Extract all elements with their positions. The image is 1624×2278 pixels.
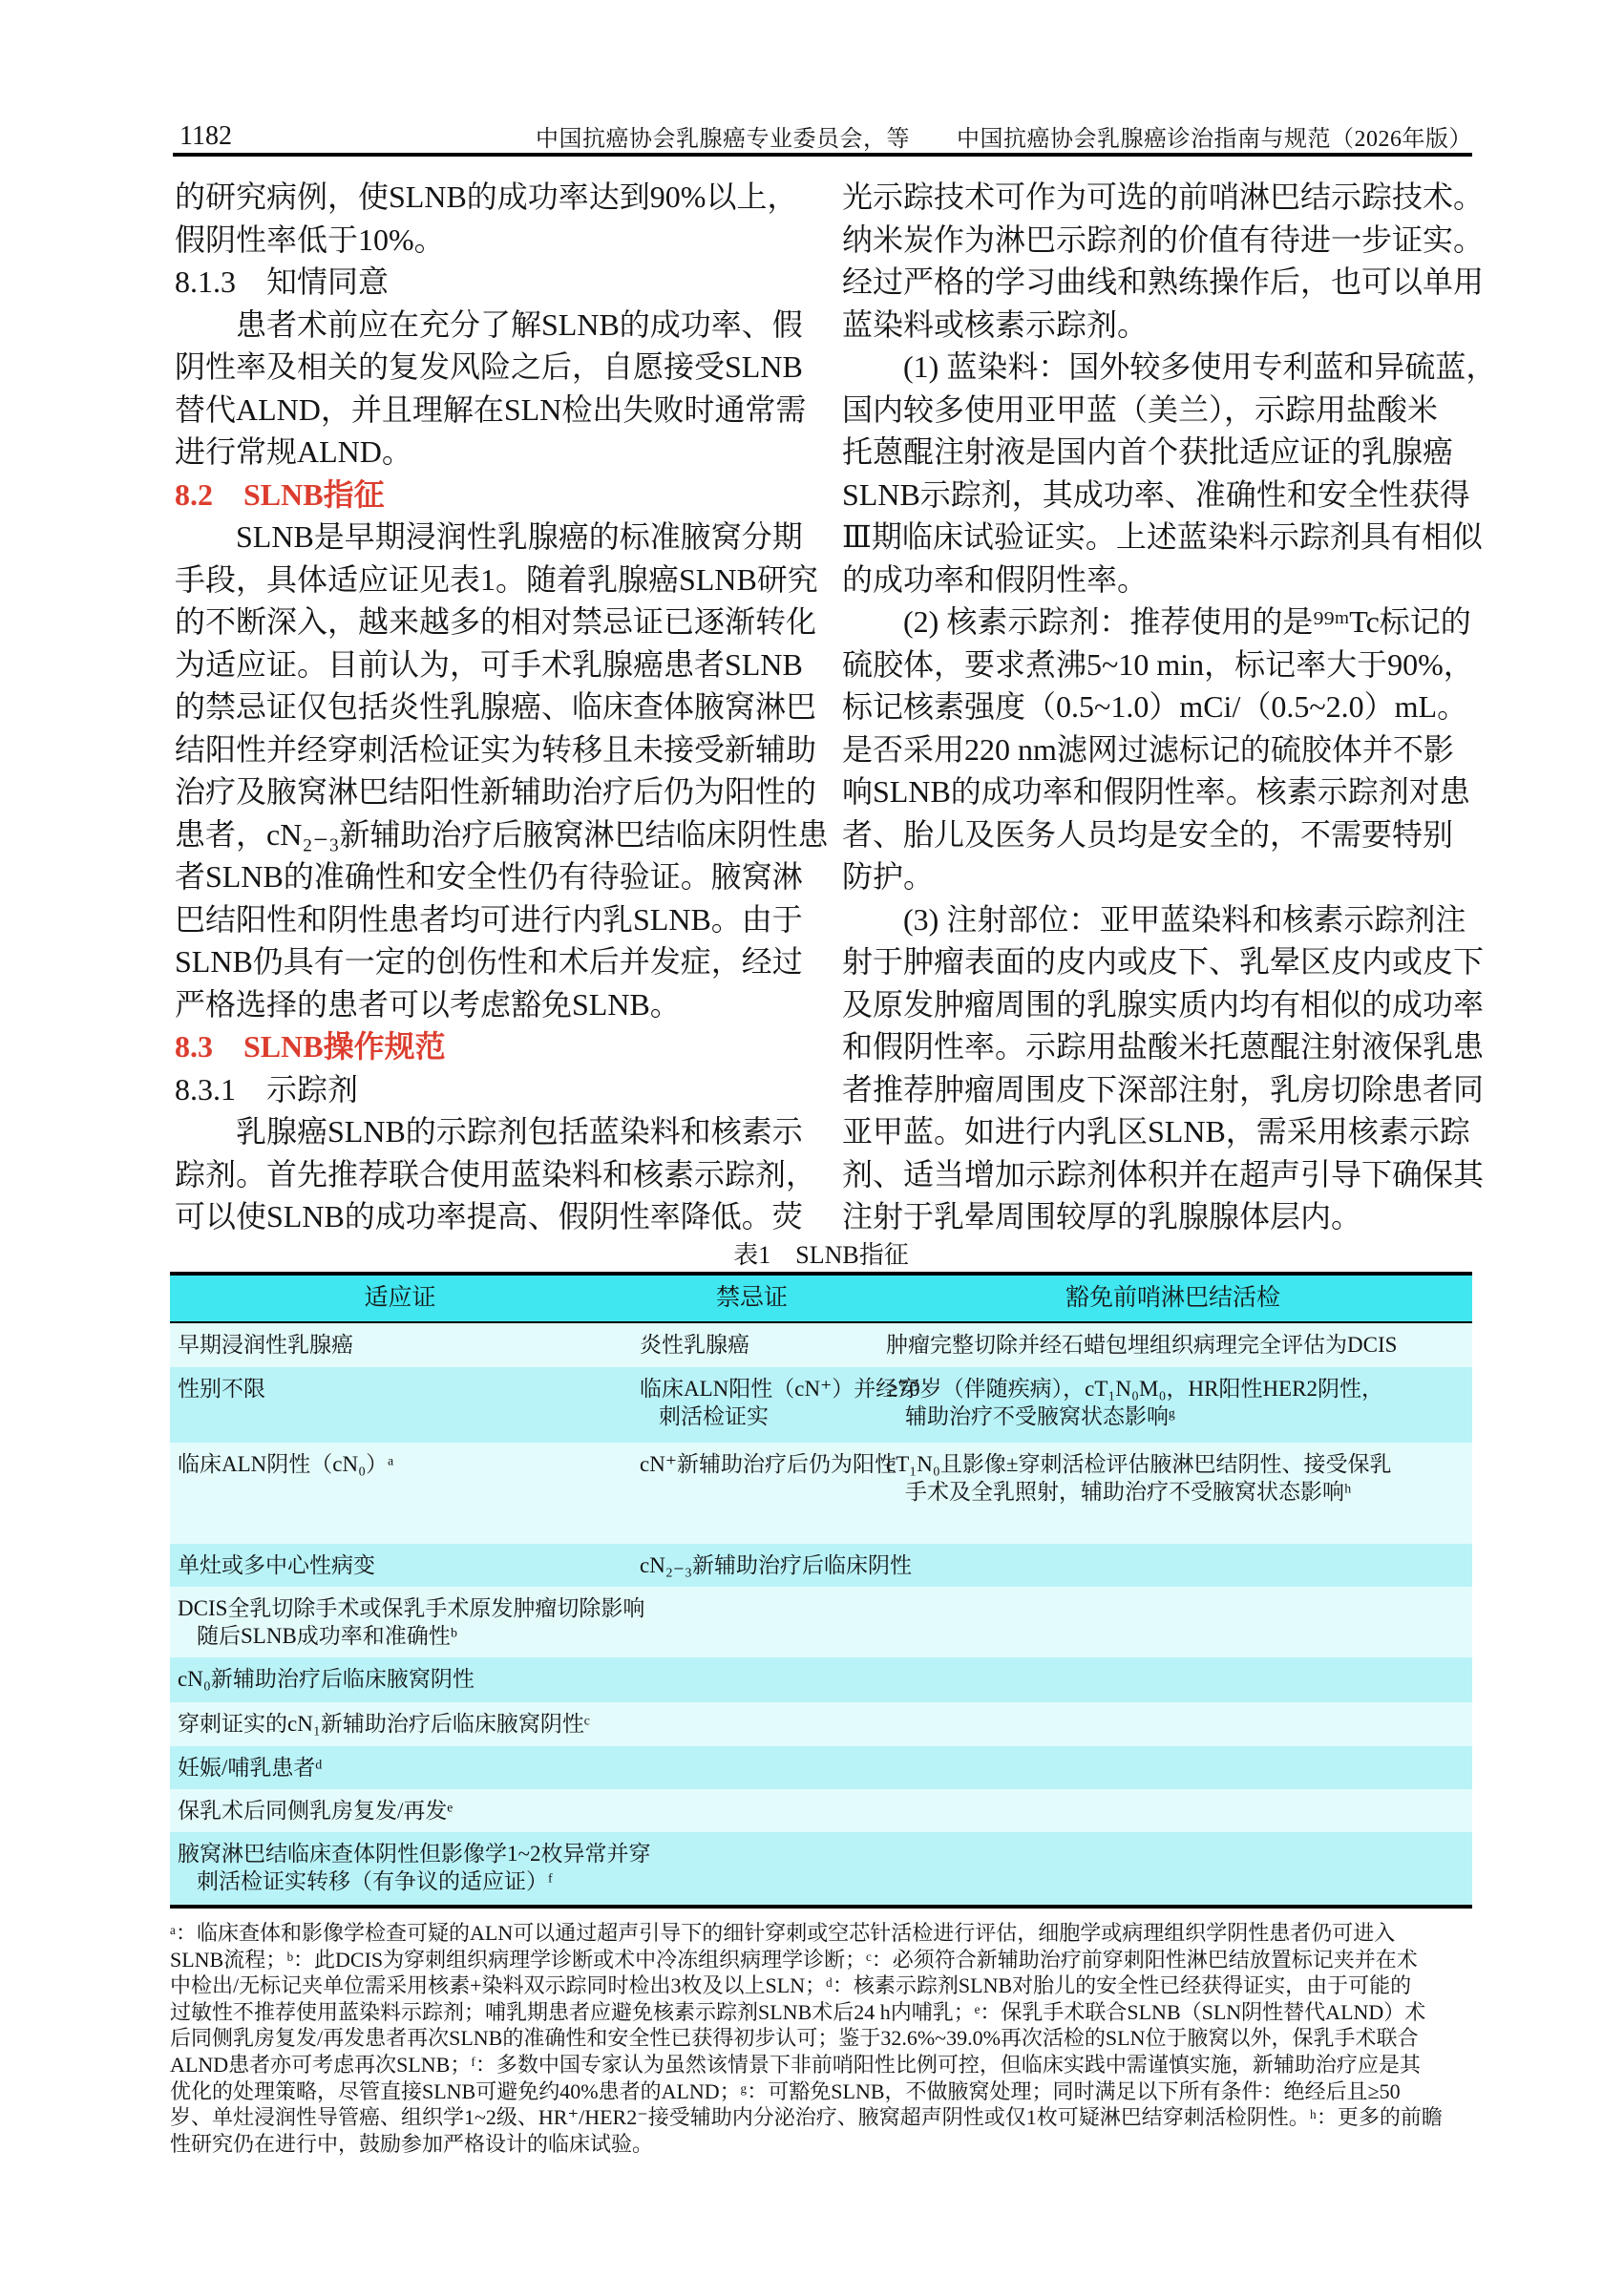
text-line: 防护。 (842, 859, 935, 894)
table-row (170, 1832, 1472, 1905)
text-line: 巴结阳性和阴性患者均可进行内乳SLNB。由于 (175, 901, 803, 937)
table-body (170, 1323, 1472, 1905)
text-line: 阴性率及相关的复发风险之后，自愿接受SLNB (175, 349, 803, 384)
text-line: 8.2 SLNB指征 (175, 476, 385, 512)
table-row (170, 1657, 1472, 1702)
text-line: 手段，具体适应证见表1。随着乳腺癌SLNB研究 (175, 561, 818, 597)
text-line: 的禁忌证仅包括炎性乳腺癌、临床查体腋窝淋巴 (175, 689, 817, 724)
table-row (170, 1746, 1472, 1789)
contraindication-cell (630, 1323, 874, 1367)
text-line: 优化的处理策略，尽管直接SLNB可避免约40%患者的ALND；ᵍ：可豁免SLNB，不做腋窝处理；同时满足以下所有条件：绝经后且≥50 (170, 2078, 1401, 2103)
text-line: 的成功率和假阴性率。 (842, 561, 1149, 597)
text-line: 8.3.1 示踪剂 (175, 1071, 359, 1107)
cell-line: 炎性乳腺癌 (640, 1333, 749, 1357)
text-line: 严格选择的患者可以考虑豁免SLNB。 (175, 986, 681, 1022)
exemption-cell (874, 1587, 1472, 1657)
running-head: 中国抗癌协会乳腺癌专业委员会，等 中国抗癌协会乳腺癌诊治指南与规范（2026年版） (536, 127, 1472, 152)
exemption-cell (874, 1657, 1472, 1702)
cell-line: 刺活检证实转移（有争议的适应证）ᶠ (197, 1869, 553, 1893)
cell-line: 保乳术后同侧乳房复发/再发ᵉ (178, 1799, 453, 1823)
table-row (170, 1702, 1472, 1746)
table-title: 表1 SLNB指征 (733, 1241, 909, 1269)
text-line: 乳腺癌SLNB的示踪剂包括蓝染料和核素示 (236, 1114, 803, 1149)
table-row (170, 1587, 1472, 1657)
contraindication-cell (630, 1832, 874, 1905)
cell-line: 单灶或多中心性病变 (178, 1553, 375, 1577)
table-footnotes (170, 1920, 1472, 2157)
cell-line: 妊娠/哺乳患者ᵈ (178, 1756, 323, 1780)
text-line: 是否采用220 nm滤网过滤标记的硫胶体并不影 (842, 731, 1454, 767)
text-line: 者、胎儿及医务人员均是安全的，不需要特别 (842, 816, 1454, 852)
text-line: 的研究病例，使SLNB的成功率达到90%以上， (175, 179, 798, 214)
exemption-cell (874, 1544, 1472, 1587)
cell-line: 腋窝淋巴结临床查体阴性但影像学1~2枚异常并穿 (178, 1842, 651, 1866)
cell-line: 临床ALN阴性（cN₀）ᵃ (178, 1452, 394, 1476)
text-line: 8.1.3 知情同意 (175, 264, 390, 299)
cell-line: cT₁N₀且影像±穿刺活检评估腋淋巴结阴性、接受保乳 (886, 1452, 1392, 1476)
cell-line: cN₀新辅助治疗后临床腋窝阴性 (178, 1667, 475, 1691)
text-line: 踪剂。首先推荐联合使用蓝染料和核素示踪剂， (175, 1156, 817, 1192)
text-line: 性研究仍在进行中，鼓励参加严格设计的临床试验。 (170, 2131, 654, 2156)
contraindication-cell (630, 1657, 874, 1702)
cell-line: 临床ALN阳性（cN⁺）并经穿 (640, 1377, 920, 1401)
right-text-column (842, 176, 1497, 1238)
text-line: 8.3 SLNB操作规范 (175, 1029, 446, 1064)
text-line: 的不断深入，越来越多的相对禁忌证已逐渐转化 (175, 604, 817, 639)
exemption-cell (874, 1323, 1472, 1367)
indication-cell (170, 1443, 630, 1544)
table-row (170, 1323, 1472, 1367)
table-bottom-border (170, 1905, 1472, 1909)
text-line: 治疗及腋窝淋巴结阳性新辅助治疗后仍为阳性的 (175, 774, 817, 809)
cell-line: 穿刺证实的cN₁新辅助治疗后临床腋窝阴性ᶜ (178, 1712, 590, 1736)
table-row (170, 1789, 1472, 1832)
text-line: 可以使SLNB的成功率提高、假阴性率降低。荧 (175, 1199, 803, 1234)
exemption-cell (874, 1702, 1472, 1746)
text-line: 剂、适当增加示踪剂体积并在超声引导下确保其 (842, 1156, 1485, 1192)
text-line: 结阳性并经穿刺活检证实为转移且未接受新辅助 (175, 731, 817, 767)
text-line: SLNB示踪剂，其成功率、准确性和安全性获得 (842, 476, 1470, 512)
indication-cell (170, 1323, 630, 1367)
text-line: 标记核素强度（0.5~1.0）mCi/（0.5~2.0）mL。 (842, 689, 1468, 724)
indication-cell (170, 1746, 630, 1789)
text-line: 托蒽醌注射液是国内首个获批适应证的乳腺癌 (842, 434, 1454, 469)
cell-line: DCIS全乳切除手术或保乳手术原发肿瘤切除影响 (178, 1596, 645, 1620)
text-line: 注射于乳晕周围较厚的乳腺腺体层内。 (842, 1199, 1362, 1234)
cell-line: ≥70岁（伴随疾病），cT₁N₀M₀，HR阳性HER2阴性， (886, 1377, 1383, 1401)
exemption-cell (874, 1443, 1472, 1544)
text-line: 及原发肿瘤周围的乳腺实质内均有相似的成功率 (842, 986, 1485, 1022)
text-line: 假阴性率低于10%。 (175, 221, 445, 257)
contraindication-cell (630, 1789, 874, 1832)
text-line: 硫胶体，要求煮沸5~10 min，标记率大于90%， (842, 646, 1474, 682)
indication-cell (170, 1657, 630, 1702)
text-line: 亚甲蓝。如进行内乳区SLNB，需采用核素示踪 (842, 1114, 1470, 1149)
text-line: 光示踪技术可作为可选的前哨淋巴结示踪技术。 (842, 179, 1485, 214)
cell-line: cN₂₋₃新辅助治疗后临床阴性 (640, 1553, 912, 1577)
text-line: ALND患者亦可考虑再次SLNB；ᶠ：多数中国专家认为虽然该情景下非前哨阳性比例可控，但临床实践中需谨慎实施，新辅助治疗应是其 (170, 2052, 1421, 2077)
text-line: 响SLNB的成功率和假阴性率。核素示踪剂对患 (842, 774, 1470, 809)
text-line: 岁、单灶浸润性导管癌、组织学1~2级、HR⁺/HER2⁻接受辅助内分泌治疗、腋窝超声阴性或仅1枚可疑淋巴结穿刺活检阴性。ʰ：更多的前瞻 (170, 2105, 1443, 2130)
text-line: 进行常规ALND。 (175, 434, 412, 469)
text-line: (2) 核素示踪剂：推荐使用的是⁹⁹ᵐTc标记的 (903, 604, 1471, 639)
text-line: ᵃ：临床查体和影像学检查可疑的ALN可以通过超声引导下的细针穿刺或空芯针活检进行评估，细胞学或病理组织学阴性患者仍可进入 (170, 1921, 1396, 1945)
left-text-column (175, 176, 829, 1238)
exemption-cell (874, 1746, 1472, 1789)
header-rule (173, 153, 1472, 157)
contraindication-cell (630, 1702, 874, 1746)
text-line: (1) 蓝染料：国外较多使用专利蓝和异硫蓝， (903, 349, 1497, 384)
text-line: 后同侧乳房复发/再发患者再次SLNB的准确性和安全性已获得初步认可；鉴于32.6%~39.0%再次活检的SLN位于腋窝以外，保乳手术联合 (170, 2026, 1419, 2051)
text-line: 和假阴性率。示踪用盐酸米托蒽醌注射液保乳患 (842, 1029, 1485, 1064)
text-line: 为适应证。目前认为，可手术乳腺癌患者SLNB (175, 646, 803, 682)
text-line: SLNB仍具有一定的创伤性和术后并发症，经过 (175, 944, 803, 979)
text-line: 者推荐肿瘤周围皮下深部注射，乳房切除患者同 (842, 1071, 1485, 1107)
column-header-exemption: 豁免前哨淋巴结活检 (1065, 1285, 1280, 1311)
text-line: 蓝染料或核素示踪剂。 (842, 306, 1149, 342)
cell-line: 手术及全乳照射，辅助治疗不受腋窝状态影响ʰ (905, 1480, 1352, 1504)
table-row (170, 1443, 1472, 1544)
text-line: 国内较多使用亚甲蓝（美兰），示踪用盐酸米 (842, 391, 1439, 427)
contraindication-cell (630, 1746, 874, 1789)
contraindication-cell (630, 1587, 874, 1657)
cell-line: 辅助治疗不受腋窝状态影响ᵍ (905, 1404, 1175, 1428)
exemption-cell (874, 1789, 1472, 1832)
cell-line: 性别不限 (178, 1377, 265, 1401)
exemption-cell (874, 1832, 1472, 1905)
indication-cell (170, 1702, 630, 1746)
text-line: (3) 注射部位：亚甲蓝染料和核素示踪剂注 (903, 901, 1466, 937)
text-line: 纳米炭作为淋巴示踪剂的价值有待进一步证实。 (842, 221, 1485, 257)
text-line: 经过严格的学习曲线和熟练操作后，也可以单用 (842, 264, 1485, 299)
indication-cell (170, 1789, 630, 1832)
text-line: 患者术前应在充分了解SLNB的成功率、假 (236, 306, 803, 342)
indication-cell (170, 1544, 630, 1587)
text-line: SLNB流程；ᵇ：此DCIS为穿刺组织病理学诊断或术中冷冻组织病理学诊断；ᶜ：必须符合新辅助治疗前穿刺阳性淋巴结放置标记夹并在术 (170, 1947, 1418, 1972)
text-line: 患者，cN₂₋₃新辅助治疗后腋窝淋巴结临床阴性患 (175, 816, 829, 852)
cell-line: 刺活检证实 (659, 1404, 769, 1428)
cell-line: 早期浸润性乳腺癌 (178, 1333, 353, 1357)
column-header-indication: 适应证 (364, 1285, 436, 1311)
page-number: 1182 (179, 121, 232, 151)
contraindication-cell (630, 1544, 912, 1587)
indication-cell (170, 1587, 645, 1657)
text-line: 中检出/无标记夹单位需采用核素+染料双示踪同时检出3枚及以上SLN；ᵈ：核素示踪剂SLNB对胎儿的安全性已经获得证实，由于可能的 (170, 1973, 1412, 1998)
column-header-contraindication: 禁忌证 (715, 1285, 788, 1311)
contraindication-cell (630, 1443, 896, 1544)
text-line: SLNB是早期浸润性乳腺癌的标准腋窝分期 (236, 519, 803, 554)
text-line: 者SLNB的准确性和安全性仍有待验证。腋窝淋 (175, 859, 803, 894)
contraindication-cell (630, 1367, 920, 1443)
indication-cell (170, 1832, 651, 1905)
exemption-cell (874, 1367, 1472, 1443)
cell-line: cN⁺新辅助治疗后仍为阳性 (640, 1452, 896, 1476)
table-header-row (170, 1276, 1472, 1323)
text-line: 射于肿瘤表面的皮内或皮下、乳晕区皮内或皮下 (842, 944, 1485, 979)
text-line: 过敏性不推荐使用蓝染料示踪剂；哺乳期患者应避免核素示踪剂SLNB术后24 h内哺乳；ᵉ：保乳手术联合SLNB（SLN阴性替代ALND）术 (170, 1999, 1426, 2024)
cell-line: 肿瘤完整切除并经石蜡包埋组织病理完全评估为DCIS (886, 1333, 1398, 1357)
cell-line: 随后SLNB成功率和准确性ᵇ (197, 1624, 457, 1648)
text-line: Ⅲ期临床试验证实。上述蓝染料示踪剂具有相似 (842, 519, 1483, 554)
table-row (170, 1367, 1472, 1443)
text-line: 替代ALND，并且理解在SLN检出失败时通常需 (175, 391, 807, 427)
table-row (170, 1544, 1472, 1587)
indication-cell (170, 1367, 630, 1443)
table1-block (170, 1241, 1472, 2157)
